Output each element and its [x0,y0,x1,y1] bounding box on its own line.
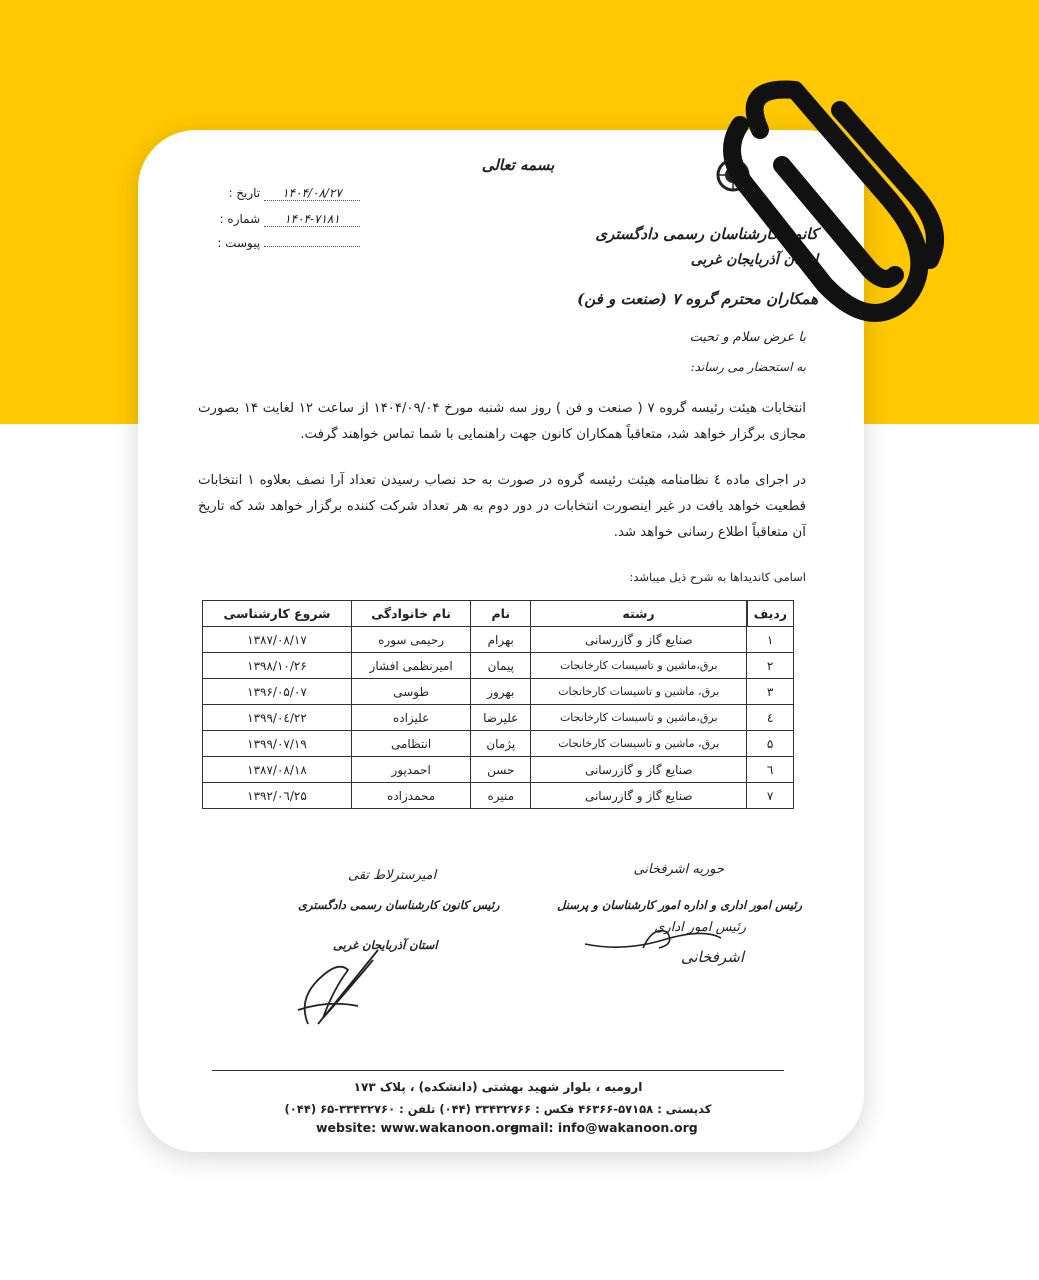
number-label: شماره : [219,212,261,226]
signer-right-name: حوریه اشرفخانی [633,862,724,877]
table-row [203,757,794,783]
cell-last-name: امیرنظمی افشار [351,653,470,679]
signer-left-name: امیرسترلاط تقی [348,868,437,883]
number-row [200,212,360,227]
attachment-label: پیوست : [217,236,261,250]
cell-start-date: ۱۳۸۷/۰۸/۱۷ [203,627,352,653]
paperclip-icon [700,70,960,340]
cell-field: برق، ماشین و تاسیسات کارخانجات [531,731,747,757]
signer-left-title: رئیس کانون کارشناسان رسمی دادگستری [298,898,500,912]
cell-last-name: محمدزاده [351,783,470,809]
cell-first-name: علیرضا [471,705,531,731]
date-label: تاریخ : [228,186,261,200]
cell-field: صنایع گاز و گازرسانی [531,757,747,783]
cell-last-name: احمدپور [351,757,470,783]
cell-field: صنایع گاز و گازرسانی [531,627,747,653]
cell-first-name: منیره [471,783,531,809]
cell-row-number: ۲ [747,653,794,679]
cell-first-name: بهروز [471,679,531,705]
cell-first-name: پژمان [471,731,531,757]
signature-right-scribble [583,918,723,958]
cell-start-date: ۱۳۹۲/۰٦/۲۵ [203,783,352,809]
footer-divider [212,1070,784,1071]
cell-field: برق، ماشین و تاسیسات کارخانجات [531,679,747,705]
table-row [203,653,794,679]
footer-website: website: www.wakanoon.org [316,1120,520,1135]
signer-right-stamp: رئیس امور اداری [654,920,746,935]
header-first-name: نام [471,601,531,627]
header-last-name: نام خانوادگی [351,601,470,627]
table-row [203,731,794,757]
footer-phones: کدپستی : ۵۷۱۵۸-۴۶۳۶۶ فکس : ۳۳۴۳۲۷۶۶ (۰۴۴) تلفن : ۳۳۴۳۲۷۶۰-۶۵ (۰۴۴) [284,1102,712,1116]
cell-row-number: ۵ [747,731,794,757]
cell-row-number: ٦ [747,757,794,783]
basmala: بسمه تعالی [481,156,555,174]
table-row [203,679,794,705]
candidates-table [202,600,794,809]
cell-first-name: حسن [471,757,531,783]
signer-right-title: رئیس امور اداری و اداره امور کارشناسان و پرسنل [557,898,802,912]
footer-address: ارومیه ، بلوار شهید بهشتی (دانشکده) ، پلاک ۱۷۳ [353,1080,643,1094]
header-start-date: شروع کارشناسی [203,601,352,627]
candidates-intro: اسامی کاندیداها به شرح ذیل میباشد: [629,570,806,584]
cell-row-number: ٤ [747,705,794,731]
footer-email: email: info@wakanoon.org [510,1120,698,1135]
salutation: با عرض سلام و تحیت [689,330,806,345]
cell-last-name: طوسی [351,679,470,705]
table-row [203,783,794,809]
cell-field: برق،ماشین و تاسیسات کارخانجات [531,653,747,679]
table-header-row [203,601,794,627]
organization-name: کانون کارشناسان رسمی دادگستری [595,225,818,243]
signature-left-scribble [278,940,388,1030]
notification-line: به استحضار می رساند: [690,360,806,374]
paragraph-election-info: انتخابات هیئت رئیسه گروه ۷ ( صنعت و فن ) روز سه شنبه مورخ ۱۴۰۴/۰۹/۰۴ از ساعت ۱۲ لغایت ۱۴ بصورت مجازی برگزار خواهد شد، متعاقباً همکاران کانون جهت راهنمایی با شما تماس خواهند گرفت. [198,401,806,442]
organization-region: استان آذربایجان غربی [690,252,818,268]
cell-start-date: ۱۳۹۹/۰٤/۲۲ [203,705,352,731]
cell-start-date: ۱۳۸۷/۰۸/۱۸ [203,757,352,783]
cell-last-name: انتظامی [351,731,470,757]
cell-row-number: ۳ [747,679,794,705]
cell-field: صنایع گاز و گازرسانی [531,783,747,809]
date-row [200,186,360,201]
greeting: همکاران محترم گروه ۷ (صنعت و فن) [577,290,818,308]
cell-row-number: ۱ [747,627,794,653]
header-field: رشته [531,601,747,627]
cell-first-name: بهرام [471,627,531,653]
cell-last-name: علیزاده [351,705,470,731]
cell-field: برق،ماشین و تاسیسات کارخانجات [531,705,747,731]
table-row [203,627,794,653]
attachment-value [264,246,360,247]
signer-right-surname: اشرفخانی [680,948,744,966]
cell-first-name: پیمان [471,653,531,679]
cell-row-number: ۷ [747,783,794,809]
number-value: ۱۴۰۴-۷۱۸۱ [264,212,360,227]
paragraph-rules: در اجرای ماده ٤ نظامنامه هیئت رئیسه گروه در صورت به حد نصاب رسیدن تعداد آرا نصف بعلاوه ۱ انتخابات قطعیت خواهد یافت در غیر اینصورت انتخابات در دور دوم به هر تعداد شرکت کننده برگزار خواهد شد که تاریخ آن متعاقباً اطلاع رسانی خواهد شد. [198,473,806,540]
cell-start-date: ۱۳۹۹/۰۷/۱۹ [203,731,352,757]
date-value: ۱۴۰۴/۰۸/۲۷ [264,186,360,201]
cell-start-date: ۱۳۹۶/۰۵/۰۷ [203,679,352,705]
signer-left-region: استان آذربایجان غربی [333,938,438,952]
cell-start-date: ۱۳۹۸/۱۰/۲۶ [203,653,352,679]
table-row [203,705,794,731]
header-row-number: ردیف [747,601,794,627]
attachment-row [200,236,360,250]
cell-last-name: رحیمی سوره [351,627,470,653]
